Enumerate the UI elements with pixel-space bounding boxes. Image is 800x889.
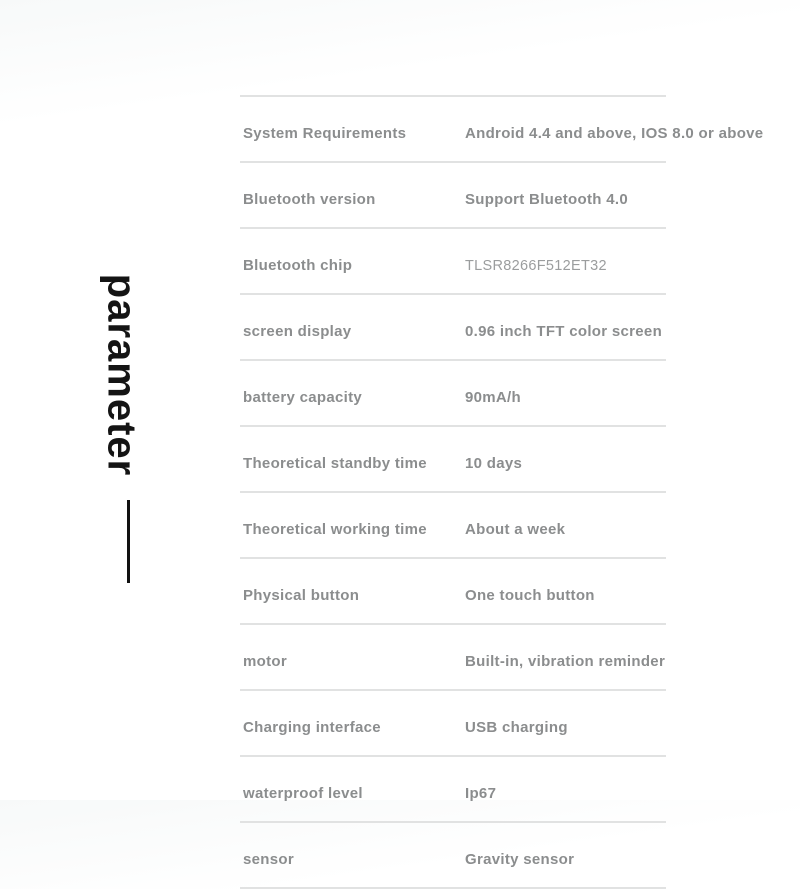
spec-value: One touch button [465,587,595,604]
spec-label: Theoretical standby time [243,455,427,472]
spec-value: Android 4.4 and above, IOS 8.0 or above [465,125,764,142]
spec-row-system-requirements [240,97,764,163]
spec-row-working-time [240,493,666,559]
spec-label: waterproof level [243,785,363,802]
spec-label: Charging interface [243,719,381,736]
spec-value: Built-in, vibration reminder [465,653,666,670]
spec-label: sensor [243,851,294,868]
spec-label: Theoretical working time [243,521,427,538]
page-title: parameter [99,273,144,477]
spec-value: About a week [465,521,566,538]
spec-value: TLSR8266F512ET32 [465,257,607,274]
spec-label: Bluetooth version [243,191,376,208]
spec-row-bluetooth-version [240,163,666,229]
spec-label: screen display [243,323,352,340]
spec-row-standby-time [240,427,666,493]
spec-label: Physical button [243,587,360,604]
spec-row-sensor [240,823,666,889]
spec-value: Gravity sensor [465,851,575,868]
title-underline-rule [127,500,130,583]
spec-value: 0.96 inch TFT color screen [465,323,663,340]
spec-label: battery capacity [243,389,363,406]
spec-row-motor [240,625,666,691]
spec-row-bluetooth-chip [240,229,666,295]
spec-value: 10 days [465,455,523,472]
spec-value: USB charging [465,719,568,736]
spec-value: 90mA/h [465,389,521,406]
spec-label: System Requirements [243,125,407,142]
spec-row-screen-display [240,295,666,361]
spec-row-waterproof-level [240,757,666,823]
spec-row-charging-interface [240,691,666,757]
spec-label: motor [243,653,287,670]
spec-value: Support Bluetooth 4.0 [465,191,628,208]
spec-row-physical-button [240,559,666,625]
spec-value: Ip67 [465,785,497,802]
spec-table [240,95,764,889]
spec-label: Bluetooth chip [243,257,353,274]
spec-row-battery-capacity [240,361,666,427]
